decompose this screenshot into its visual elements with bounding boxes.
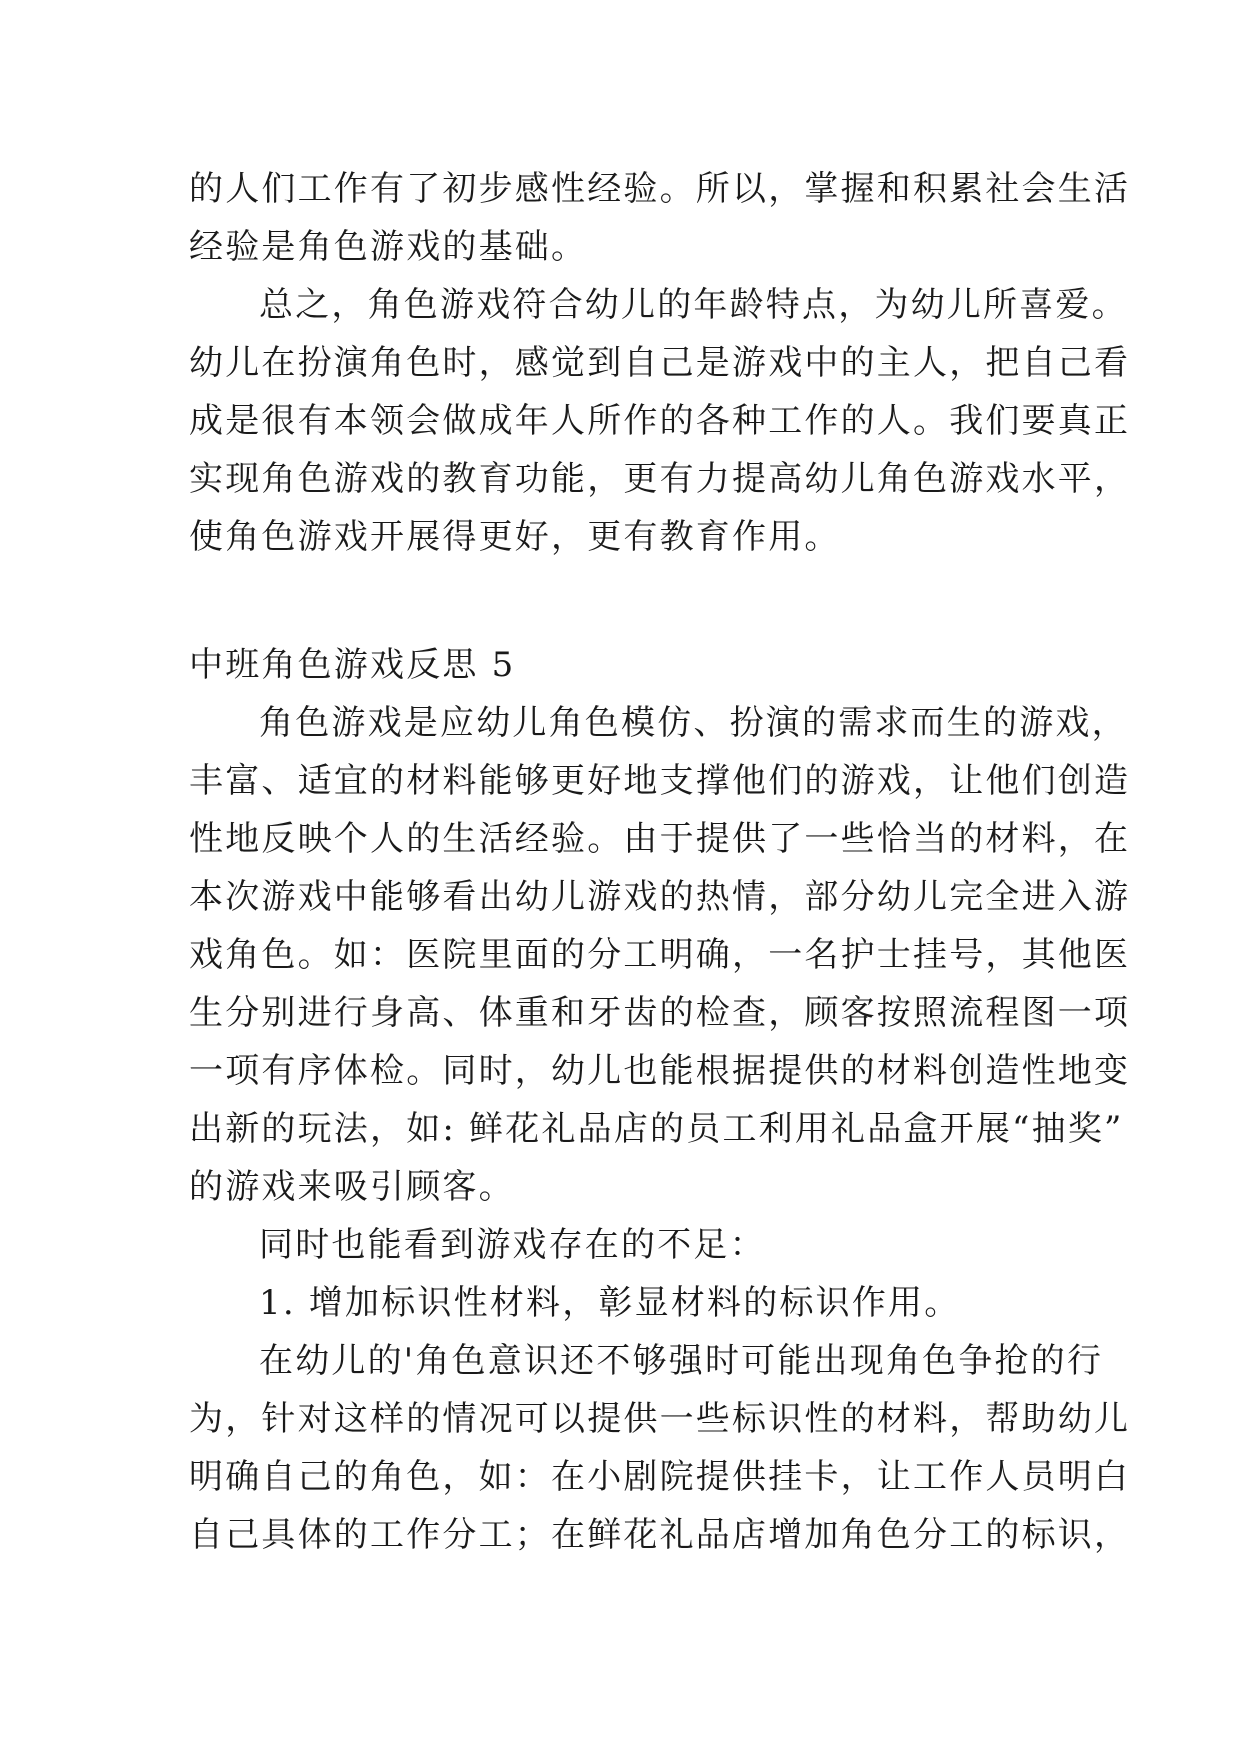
text-line: 戏角色。如：医院里面的分工明确，一名护士挂号，其他医 bbox=[189, 935, 1131, 975]
text-line: 为，针对这样的情况可以提供一些标识性的材料，帮助幼儿 bbox=[189, 1399, 1131, 1439]
text-line: 在幼儿的'角色意识还不够强时可能出现角色争抢的行 bbox=[259, 1341, 1104, 1381]
text-line: 角色游戏是应幼儿角色模仿、扮演的需求而生的游戏， bbox=[259, 703, 1128, 743]
text-line: 丰富、适宜的材料能够更好地支撑他们的游戏，让他们创造 bbox=[189, 761, 1131, 801]
text-line: 自己具体的工作分工；在鲜花礼品店增加角色分工的标识， bbox=[189, 1515, 1131, 1555]
paragraph-reflection bbox=[189, 694, 1131, 1216]
text-line: 的人们工作有了初步感性经验。所以，掌握和积累社会生活 bbox=[189, 169, 1131, 209]
text-line: 总之，角色游戏符合幼儿的年龄特点，为幼儿所喜爱。 bbox=[259, 285, 1128, 325]
text-line: 成是很有本领会做成年人所作的各种工作的人。我们要真正 bbox=[189, 401, 1131, 441]
paragraph-detail bbox=[189, 1332, 1131, 1564]
text-line: 经验是角色游戏的基础。 bbox=[189, 227, 588, 267]
paragraph-conclusion bbox=[189, 276, 1131, 566]
text-line: 的游戏来吸引顾客。 bbox=[189, 1167, 515, 1207]
text-line: 本次游戏中能够看出幼儿游戏的热情，部分幼儿完全进入游 bbox=[189, 877, 1131, 917]
document-body bbox=[189, 160, 1131, 1564]
section-heading: 中班角色游戏反思 5 bbox=[189, 645, 516, 685]
text-line: 实现角色游戏的教育功能，更有力提高幼儿角色游戏水平， bbox=[189, 459, 1131, 499]
text-line: 使角色游戏开展得更好，更有教育作用。 bbox=[189, 517, 841, 557]
text-line: 幼儿在扮演角色时，感觉到自己是游戏中的主人，把自己看 bbox=[189, 343, 1131, 383]
paragraph-shortcomings: 同时也能看到游戏存在的不足： bbox=[259, 1225, 766, 1265]
section-gap bbox=[189, 566, 1069, 636]
text-line: 明确自己的角色，如：在小剧院提供挂卡，让工作人员明白 bbox=[189, 1457, 1131, 1497]
text-line: 性地反映个人的生活经验。由于提供了一些恰当的材料，在 bbox=[189, 819, 1131, 859]
text-line: 生分别进行身高、体重和牙齿的检查，顾客按照流程图一项 bbox=[189, 993, 1131, 1033]
list-item: 1. 增加标识性材料，彰显材料的标识作用。 bbox=[259, 1283, 961, 1323]
text-line: 出新的玩法，如: 鲜花礼品店的员工利用礼品盒开展“抽奖” bbox=[189, 1109, 1124, 1149]
text-line: 一项有序体检。同时，幼儿也能根据提供的材料创造性地变 bbox=[189, 1051, 1131, 1091]
paragraph-continuation bbox=[189, 160, 1131, 276]
